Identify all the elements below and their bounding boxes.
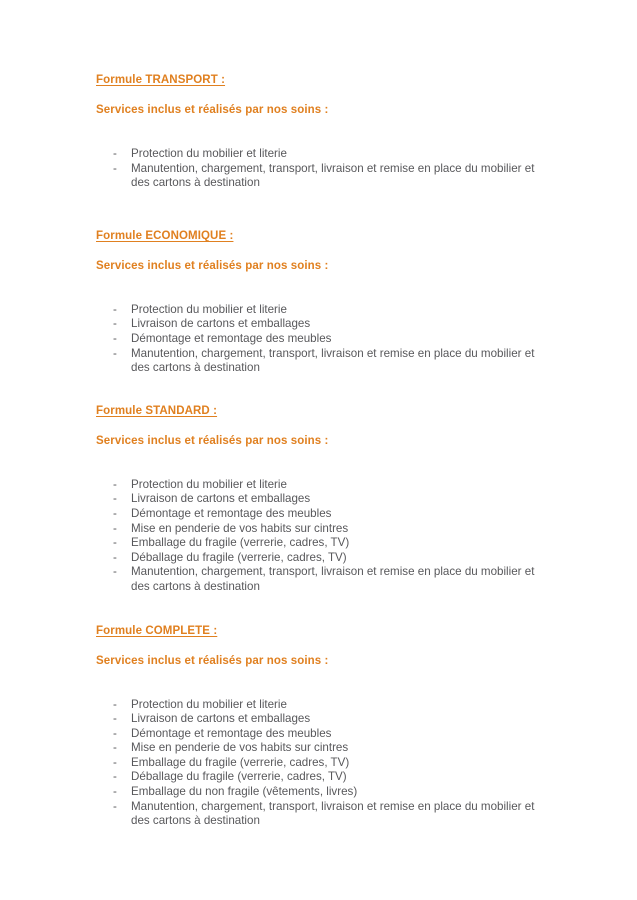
section-standard [96, 403, 548, 595]
section-spacer [96, 595, 548, 623]
list-item-label: Protection du mobilier et literie [131, 697, 287, 711]
list-item [96, 492, 548, 507]
bullet-dash-icon: - [113, 346, 117, 360]
bullet-dash-icon: - [113, 785, 117, 799]
list-item [96, 800, 548, 829]
list-item-label: Déballage du fragile (verrerie, cadres, TV) [131, 770, 347, 784]
bullet-dash-icon: - [113, 302, 117, 316]
list-item [96, 536, 548, 551]
bullet-dash-icon: - [113, 755, 117, 769]
list-item [96, 770, 548, 785]
bullet-dash-icon: - [113, 726, 117, 740]
list-item [96, 756, 548, 771]
bullet-dash-icon: - [113, 712, 117, 726]
list-item [96, 147, 548, 162]
list-item-label: Protection du mobilier et literie [131, 147, 287, 160]
list-item [96, 727, 548, 742]
section-complete [96, 623, 548, 829]
section-transport [96, 72, 548, 191]
bullet-dash-icon: - [113, 799, 117, 813]
list-item-label: Démontage et remontage des meubles [131, 506, 332, 520]
list-item [96, 565, 548, 594]
list-item-label: Démontage et remontage des meubles [131, 331, 332, 345]
list-item-label: Emballage du non fragile (vêtements, livres) [131, 785, 358, 799]
bullet-dash-icon: - [113, 506, 117, 520]
list-item-label: Emballage du fragile (verrerie, cadres, TV) [131, 536, 350, 550]
services-heading-economique: Services inclus et réalisés par nos soins : [96, 259, 329, 272]
services-list-transport [96, 147, 548, 191]
bullet-dash-icon: - [113, 741, 117, 755]
section-title-transport: Formule TRANSPORT : [96, 74, 226, 86]
bullet-dash-icon: - [113, 697, 117, 711]
list-item [96, 741, 548, 756]
section-spacer [96, 376, 548, 403]
list-item [96, 162, 548, 191]
list-item [96, 332, 548, 347]
list-item [96, 698, 548, 713]
list-item [96, 347, 548, 376]
bullet-dash-icon: - [113, 492, 117, 506]
list-item-label: Livraison de cartons et emballages [131, 712, 311, 726]
section-economique [96, 228, 548, 376]
services-list-complete [96, 698, 548, 829]
bullet-dash-icon: - [113, 331, 117, 345]
list-item-label: Livraison de cartons et emballages [131, 492, 311, 506]
list-item [96, 551, 548, 566]
bullet-dash-icon: - [113, 770, 117, 784]
list-item [96, 478, 548, 493]
services-heading-transport: Services inclus et réalisés par nos soins : [96, 104, 329, 116]
list-item [96, 712, 548, 727]
bullet-dash-icon: - [113, 161, 117, 175]
list-item [96, 507, 548, 522]
services-heading-standard: Services inclus et réalisés par nos soins : [96, 434, 329, 447]
list-item-label: Protection du mobilier et literie [131, 302, 287, 316]
section-title-standard: Formule STANDARD : [96, 404, 218, 417]
section-title-economique: Formule ECONOMIQUE : [96, 229, 234, 242]
list-item-label: Manutention, chargement, transport, livraison et remise en place du mobilier et des cartons à destination [131, 565, 535, 593]
services-heading-complete: Services inclus et réalisés par nos soins : [96, 654, 329, 667]
list-item-label: Manutention, chargement, transport, livraison et remise en place du mobilier et des cartons à destination [131, 161, 535, 190]
list-item-label: Protection du mobilier et literie [131, 477, 287, 491]
list-item-label: Démontage et remontage des meubles [131, 726, 332, 740]
list-item [96, 522, 548, 537]
bullet-dash-icon: - [113, 536, 117, 550]
bullet-dash-icon: - [113, 550, 117, 564]
bullet-dash-icon: - [113, 477, 117, 491]
list-item-label: Mise en penderie de vos habits sur cintres [131, 741, 349, 755]
document-body [96, 72, 548, 829]
bullet-dash-icon: - [113, 317, 117, 331]
services-list-economique [96, 303, 548, 376]
list-item [96, 303, 548, 318]
bullet-dash-icon: - [113, 147, 117, 160]
list-item [96, 785, 548, 800]
list-item-label: Mise en penderie de vos habits sur cintres [131, 521, 349, 535]
services-list-standard [96, 478, 548, 595]
list-item-label: Manutention, chargement, transport, livraison et remise en place du mobilier et des cartons à destination [131, 346, 535, 375]
list-item [96, 317, 548, 332]
section-spacer [96, 191, 548, 228]
bullet-dash-icon: - [113, 521, 117, 535]
list-item-label: Emballage du fragile (verrerie, cadres, TV) [131, 755, 350, 769]
bullet-dash-icon: - [113, 565, 117, 579]
section-title-complete: Formule COMPLETE : [96, 624, 218, 637]
list-item-label: Déballage du fragile (verrerie, cadres, TV) [131, 550, 347, 564]
list-item-label: Manutention, chargement, transport, livraison et remise en place du mobilier et des cartons à destination [131, 799, 535, 828]
list-item-label: Livraison de cartons et emballages [131, 317, 311, 331]
